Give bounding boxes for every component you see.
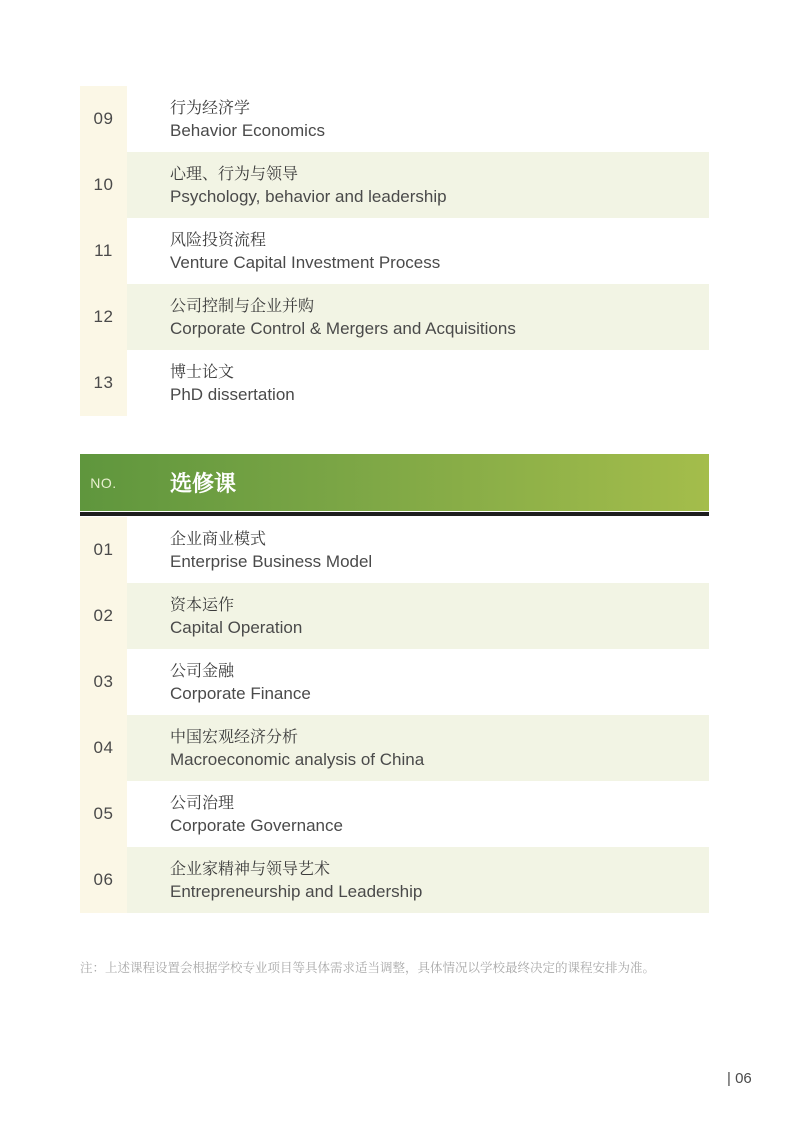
course-name-zh: 中国宏观经济分析 bbox=[170, 726, 299, 746]
course-name-zh: 博士论文 bbox=[170, 361, 235, 381]
course-name-zh: 公司控制与企业并购 bbox=[170, 295, 315, 315]
course-number: 09 bbox=[80, 86, 127, 152]
course-name-zh: 行为经济学 bbox=[170, 97, 251, 117]
elective-section-header bbox=[80, 454, 709, 511]
course-name-en: Behavior Economics bbox=[170, 120, 325, 140]
course-name-zh: 风险投资流程 bbox=[170, 229, 267, 249]
course-row bbox=[80, 649, 709, 715]
course-name-en: Psychology, behavior and leadership bbox=[170, 186, 447, 206]
course-number: 06 bbox=[80, 847, 127, 913]
number-column-label: NO. bbox=[90, 474, 117, 491]
course-name-zh: 企业商业模式 bbox=[170, 528, 267, 548]
header-divider bbox=[80, 512, 709, 516]
page-number: | 06 bbox=[727, 1070, 752, 1087]
course-row bbox=[80, 86, 709, 152]
course-name-en: Corporate Governance bbox=[170, 815, 343, 835]
course-number: 04 bbox=[80, 715, 127, 781]
course-number: 12 bbox=[80, 284, 127, 350]
course-name-en: Enterprise Business Model bbox=[170, 551, 373, 571]
course-name-en: Corporate Finance bbox=[170, 683, 311, 703]
course-name-en: Venture Capital Investment Process bbox=[170, 252, 441, 272]
course-name-en: Macroeconomic analysis of China bbox=[170, 749, 425, 769]
course-number: 02 bbox=[80, 583, 127, 649]
course-row bbox=[80, 847, 709, 913]
course-row bbox=[80, 715, 709, 781]
course-name-en: Corporate Control & Mergers and Acquisitions bbox=[170, 318, 516, 338]
required-courses-table bbox=[80, 86, 709, 416]
course-number: 03 bbox=[80, 649, 127, 715]
course-name-zh: 公司治理 bbox=[170, 792, 235, 812]
course-number: 13 bbox=[80, 350, 127, 416]
course-number: 10 bbox=[80, 152, 127, 218]
course-number: 11 bbox=[80, 218, 127, 284]
elective-courses-table bbox=[80, 517, 709, 913]
course-name-zh: 资本运作 bbox=[170, 594, 235, 614]
footnote: 注：上述课程设置会根据学校专业项目等具体需求适当调整，具体情况以学校最终决定的课程安排为准。 bbox=[80, 960, 656, 975]
course-name-zh: 公司金融 bbox=[170, 660, 235, 680]
section-title: 选修课 bbox=[170, 472, 237, 497]
course-name-en: Entrepreneurship and Leadership bbox=[170, 881, 423, 901]
course-number: 05 bbox=[80, 781, 127, 847]
course-name-en: Capital Operation bbox=[170, 617, 303, 637]
course-row bbox=[80, 350, 709, 416]
course-row bbox=[80, 284, 709, 350]
course-row bbox=[80, 218, 709, 284]
course-row bbox=[80, 583, 709, 649]
course-row bbox=[80, 152, 709, 218]
course-row bbox=[80, 517, 709, 583]
course-number: 01 bbox=[80, 517, 127, 583]
course-row bbox=[80, 781, 709, 847]
course-name-zh: 心理、行为与领导 bbox=[170, 163, 299, 183]
course-name-en: PhD dissertation bbox=[170, 384, 295, 404]
course-name-zh: 企业家精神与领导艺术 bbox=[170, 858, 331, 878]
